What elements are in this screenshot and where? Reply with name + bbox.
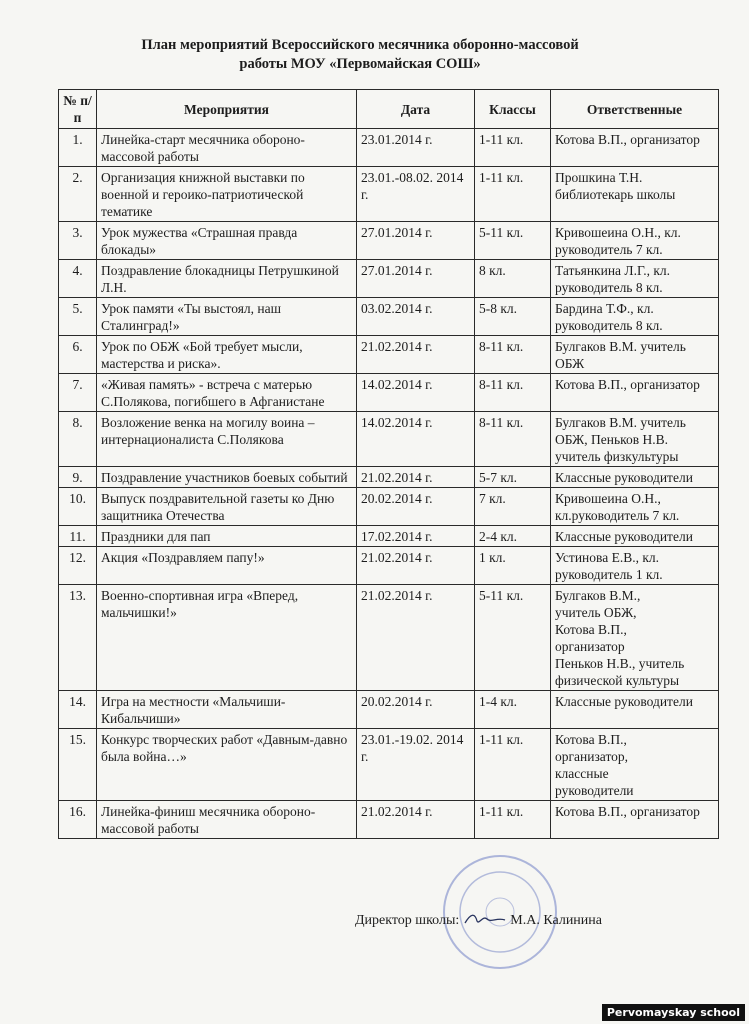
row-responsible: Классные руководители [551, 691, 719, 729]
row-date: 03.02.2014 г. [357, 298, 475, 336]
row-num: 9. [59, 467, 97, 488]
row-date: 14.02.2014 г. [357, 412, 475, 467]
row-date: 23.01.-19.02. 2014 г. [357, 729, 475, 801]
watermark: Pervomayskay school [602, 1004, 745, 1021]
row-event: Урок по ОБЖ «Бой требует мысли, мастерства и риска». [97, 336, 357, 374]
row-responsible: Устинова Е.В., кл. руководитель 1 кл. [551, 547, 719, 585]
row-date: 23.01.2014 г. [357, 129, 475, 167]
row-classes: 1-11 кл. [475, 729, 551, 801]
table-header-row [59, 90, 719, 129]
row-responsible: Классные руководители [551, 467, 719, 488]
header-num: № п/п [59, 90, 97, 129]
row-num: 15. [59, 729, 97, 801]
row-num: 1. [59, 129, 97, 167]
row-event: Возложение венка на могилу воина – интернационалиста С.Полякова [97, 412, 357, 467]
row-classes: 8-11 кл. [475, 412, 551, 467]
row-event: Линейка-старт месячника обороно-массовой работы [97, 129, 357, 167]
row-classes: 1-11 кл. [475, 801, 551, 839]
row-responsible: Котова В.П., организатор, классные руководители [551, 729, 719, 801]
row-num: 10. [59, 488, 97, 526]
table-row [59, 412, 719, 467]
row-date: 21.02.2014 г. [357, 801, 475, 839]
row-event: Организация книжной выставки по военной и героико-патриотической тематике [97, 167, 357, 222]
row-responsible: Булгаков В.М., учитель ОБЖ, Котова В.П., организатор Пеньков Н.В., учитель физической культуры [551, 585, 719, 691]
events-table [58, 89, 719, 839]
row-date: 21.02.2014 г. [357, 547, 475, 585]
table-row [59, 374, 719, 412]
table-row [59, 260, 719, 298]
row-classes: 1-4 кл. [475, 691, 551, 729]
row-classes: 1-11 кл. [475, 167, 551, 222]
row-event: Выпуск поздравительной газеты ко Дню защитника Отечества [97, 488, 357, 526]
row-num: 5. [59, 298, 97, 336]
row-event: Акция «Поздравляем папу!» [97, 547, 357, 585]
signature-name: М.А. Калинина [510, 913, 602, 928]
row-responsible: Котова В.П., организатор [551, 801, 719, 839]
row-num: 6. [59, 336, 97, 374]
row-responsible: Кривошеина О.Н., кл. руководитель 7 кл. [551, 222, 719, 260]
header-event: Мероприятия [97, 90, 357, 129]
row-classes: 2-4 кл. [475, 526, 551, 547]
header-responsible: Ответственные [551, 90, 719, 129]
row-num: 12. [59, 547, 97, 585]
row-num: 4. [59, 260, 97, 298]
row-responsible: Котова В.П., организатор [551, 129, 719, 167]
row-event: Военно-спортивная игра «Вперед, мальчишки!» [97, 585, 357, 691]
table-row [59, 467, 719, 488]
row-event: Линейка-финиш месячника обороно-массовой работы [97, 801, 357, 839]
header-classes: Классы [475, 90, 551, 129]
table-row [59, 801, 719, 839]
table-row [59, 488, 719, 526]
row-classes: 5-11 кл. [475, 222, 551, 260]
handwritten-signature [463, 911, 507, 927]
row-event: Поздравление блокадницы Петрушкиной Л.Н. [97, 260, 357, 298]
row-num: 2. [59, 167, 97, 222]
row-classes: 5-11 кл. [475, 585, 551, 691]
table-row [59, 222, 719, 260]
row-date: 20.02.2014 г. [357, 488, 475, 526]
table-row [59, 298, 719, 336]
row-date: 20.02.2014 г. [357, 691, 475, 729]
row-responsible: Булгаков В.М. учитель ОБЖ [551, 336, 719, 374]
table-row [59, 167, 719, 222]
table-row [59, 129, 719, 167]
row-date: 14.02.2014 г. [357, 374, 475, 412]
row-classes: 1 кл. [475, 547, 551, 585]
row-classes: 5-7 кл. [475, 467, 551, 488]
table-row [59, 547, 719, 585]
table-row [59, 336, 719, 374]
row-event: Праздники для пап [97, 526, 357, 547]
row-event: Урок памяти «Ты выстоял, наш Сталинград!» [97, 298, 357, 336]
row-classes: 8 кл. [475, 260, 551, 298]
row-classes: 7 кл. [475, 488, 551, 526]
row-responsible: Татьянкина Л.Г., кл. руководитель 8 кл. [551, 260, 719, 298]
row-classes: 8-11 кл. [475, 336, 551, 374]
row-date: 27.01.2014 г. [357, 222, 475, 260]
row-responsible: Кривошеина О.Н., кл.руководитель 7 кл. [551, 488, 719, 526]
row-responsible: Прошкина Т.Н. библиотекарь школы [551, 167, 719, 222]
signature-line [355, 908, 602, 929]
row-date: 21.02.2014 г. [357, 467, 475, 488]
row-responsible: Классные руководители [551, 526, 719, 547]
table-row [59, 729, 719, 801]
title-line-2: работы МОУ «Первомайская СОШ» [239, 56, 481, 72]
row-date: 21.02.2014 г. [357, 585, 475, 691]
table-row [59, 585, 719, 691]
header-date: Дата [357, 90, 475, 129]
row-date: 17.02.2014 г. [357, 526, 475, 547]
row-date: 21.02.2014 г. [357, 336, 475, 374]
title-line-1: План мероприятий Всероссийского месячника оборонно-массовой [141, 37, 579, 53]
row-event: Поздравление участников боевых событий [97, 467, 357, 488]
row-event: «Живая память» - встреча с матерью С.Полякова, погибшего в Афганистане [97, 374, 357, 412]
row-num: 3. [59, 222, 97, 260]
table-row [59, 691, 719, 729]
row-num: 7. [59, 374, 97, 412]
row-date: 27.01.2014 г. [357, 260, 475, 298]
row-num: 16. [59, 801, 97, 839]
row-responsible: Булгаков В.М. учитель ОБЖ, Пеньков Н.В. учитель физкультуры [551, 412, 719, 467]
row-num: 13. [59, 585, 97, 691]
signature-label: Директор школы: [355, 913, 460, 928]
row-num: 14. [59, 691, 97, 729]
row-date: 23.01.-08.02. 2014 г. [357, 167, 475, 222]
row-event: Урок мужества «Страшная правда блокады» [97, 222, 357, 260]
row-classes: 5-8 кл. [475, 298, 551, 336]
row-classes: 1-11 кл. [475, 129, 551, 167]
table-row [59, 526, 719, 547]
row-event: Игра на местности «Мальчиши-Кибальчиши» [97, 691, 357, 729]
row-responsible: Бардина Т.Ф., кл. руководитель 8 кл. [551, 298, 719, 336]
row-num: 8. [59, 412, 97, 467]
row-event: Конкурс творческих работ «Давным-давно была война…» [97, 729, 357, 801]
row-classes: 8-11 кл. [475, 374, 551, 412]
row-responsible: Котова В.П., организатор [551, 374, 719, 412]
row-num: 11. [59, 526, 97, 547]
document-title [60, 36, 660, 74]
